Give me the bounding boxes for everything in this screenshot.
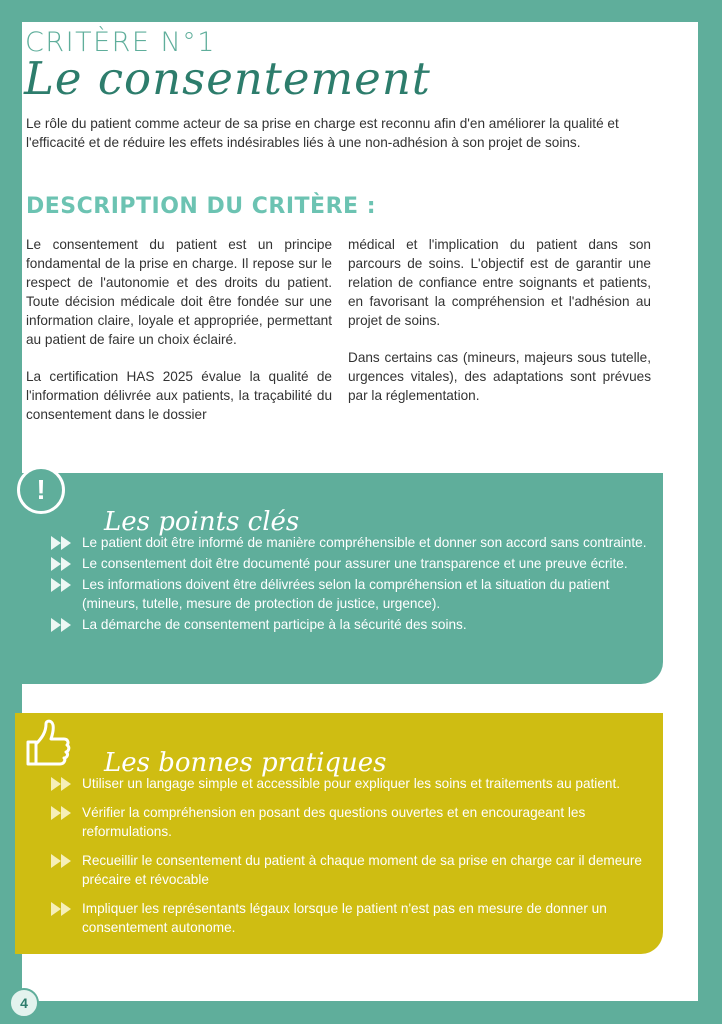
exclamation-icon: ! — [17, 466, 65, 514]
description-paragraph: Le consentement du patient est un principe fondamental de la prise en charge. Il repose sur le respect de l'autonomie et des droits du patient. Toute décision médicale doit être fondée sur une information claire, loyale et appropriée, permettant au patient de faire un choix éclairé. — [26, 237, 332, 347]
good-practice-text: Vérifier la compréhension en posant des questions ouvertes et en encourageant les reformulations. — [82, 805, 586, 839]
key-point-text: Les informations doivent être délivrées selon la compréhension et la situation du patient (mineurs, tutelle, mesure de protection de justice, urgence). — [82, 577, 610, 611]
double-arrow-icon — [50, 901, 74, 917]
key-point-text: Le patient doit être informé de manière compréhensible et donner son accord sans contrainte. — [82, 535, 647, 550]
list-item — [50, 803, 660, 841]
list-item — [50, 615, 660, 634]
description-paragraph: médical et l'implication du patient dans son parcours de soins. L'objectif est de garantir une relation de confiance entre soignants et patients, en favorisant la compréhension et l'adhésion au projet de soins. — [348, 237, 651, 328]
description-title: DESCRIPTION DU CRITÈRE : — [26, 194, 377, 219]
good-practice-text: Recueillir le consentement du patient à chaque moment de sa prise en charge car il demeure précaire et révocable — [82, 853, 642, 887]
key-points-list — [50, 533, 660, 636]
list-item — [50, 899, 660, 937]
description-right-column — [348, 235, 651, 423]
key-points-title: Les points clés — [104, 507, 300, 537]
criterion-label: CRITÈRE N°1 — [25, 27, 216, 58]
double-arrow-icon — [50, 577, 74, 593]
description-paragraph: Dans certains cas (mineurs, majeurs sous tutelle, urgences vitales), des adaptations sont prévues par la réglementation. — [348, 350, 651, 403]
double-arrow-icon — [50, 805, 74, 821]
key-point-text: Le consentement doit être documenté pour assurer une transparence et une preuve écrite. — [82, 556, 628, 571]
double-arrow-icon — [50, 617, 74, 633]
double-arrow-icon — [50, 556, 74, 572]
good-practice-text: Impliquer les représentants légaux lorsque le patient n'est pas en mesure de donner un consentement autonome. — [82, 901, 607, 935]
good-practice-text: Utiliser un langage simple et accessible pour expliquer les soins et traitements au patient. — [82, 776, 620, 791]
double-arrow-icon — [50, 853, 74, 869]
good-practices-list — [50, 774, 660, 947]
list-item — [50, 851, 660, 889]
description-paragraph: La certification HAS 2025 évalue la qualité de l'information délivrée aux patients, la traçabilité du consentement dans le dossier — [26, 369, 332, 422]
double-arrow-icon — [50, 776, 74, 792]
intro-paragraph: Le rôle du patient comme acteur de sa prise en charge est reconnu afin d'en améliorer la qualité et l'efficacité et de réduire les effets indésirables liés à une non-adhésion à son projet de soins. — [26, 116, 619, 150]
page-number: 4 — [9, 988, 39, 1018]
list-item — [50, 533, 660, 552]
thumbs-up-icon — [20, 716, 74, 770]
double-arrow-icon — [50, 535, 74, 551]
good-practices-title: Les bonnes pratiques — [104, 748, 387, 778]
key-point-text: La démarche de consentement participe à la sécurité des soins. — [82, 617, 467, 632]
description-left-column — [26, 235, 332, 442]
list-item — [50, 575, 660, 613]
page-title: Le consentement — [24, 52, 431, 105]
list-item — [50, 554, 660, 573]
list-item — [50, 774, 660, 793]
